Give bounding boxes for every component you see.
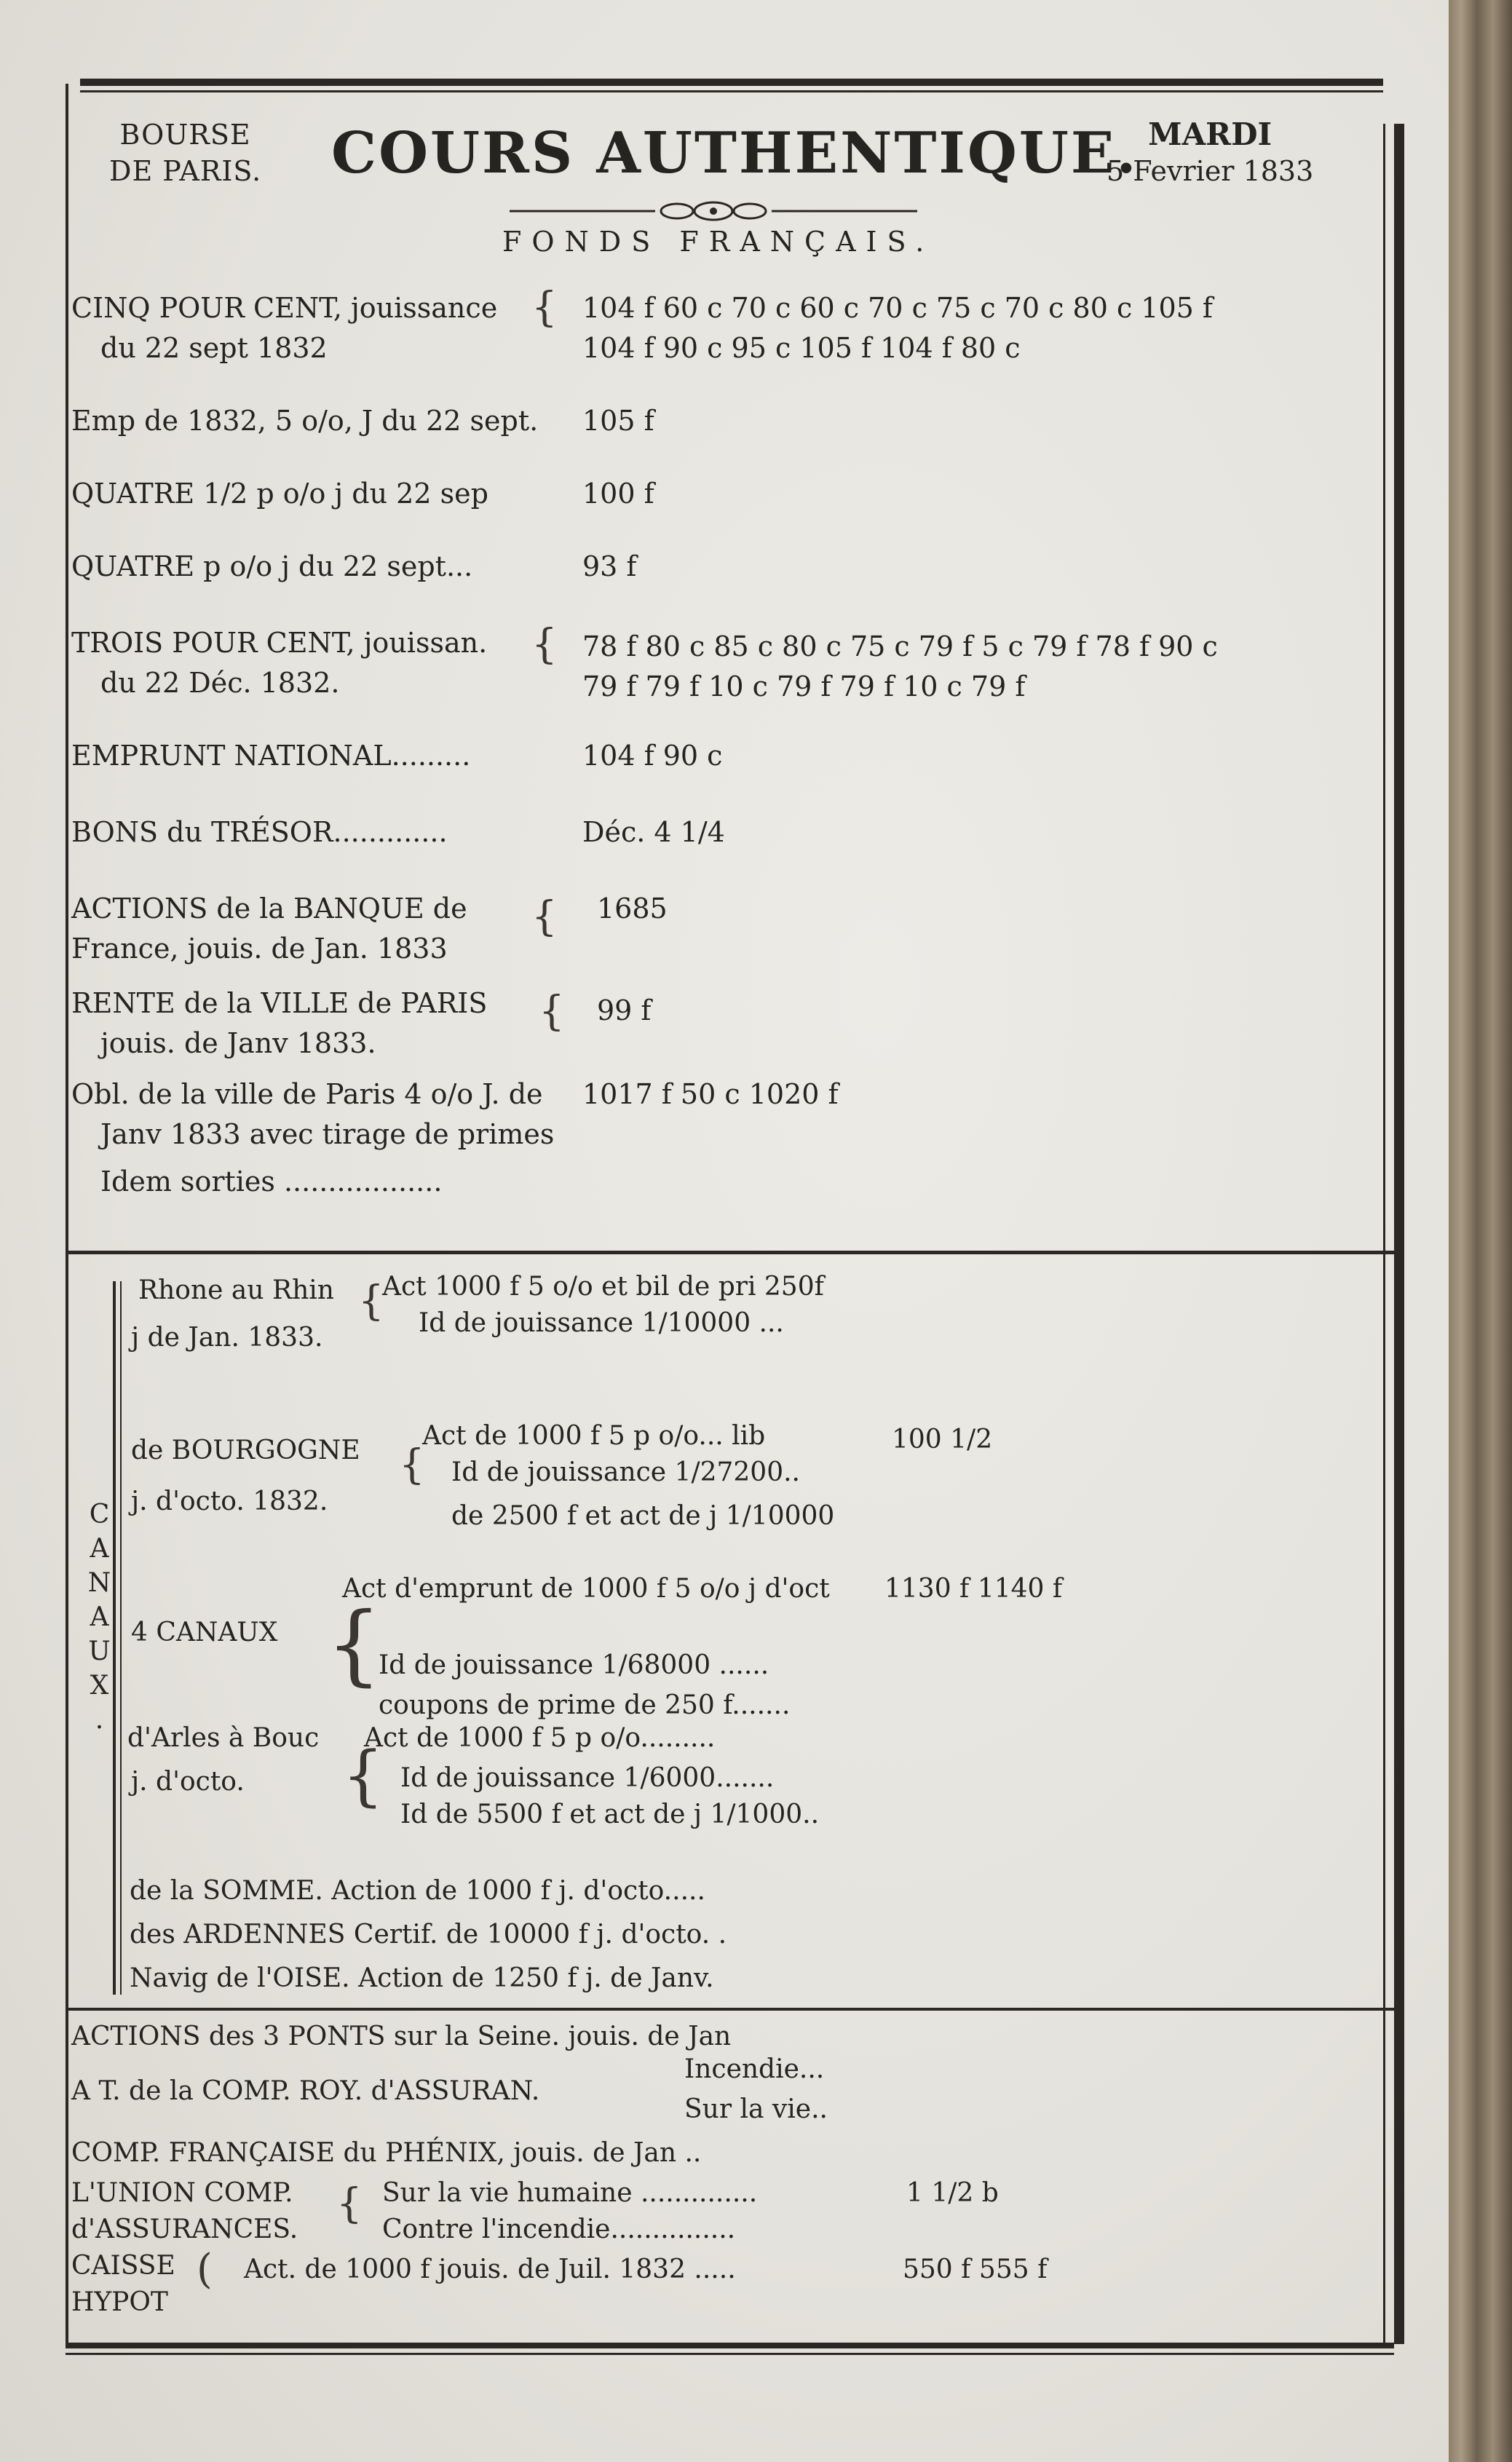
actions-caisse-r: Act. de 1000 f jouis. de Juil. 1832 ..... bbox=[244, 2255, 736, 2284]
brace: { bbox=[336, 2180, 363, 2228]
actions-assurance-label: A T. de la COMP. ROY. d'ASSURAN. bbox=[71, 2076, 540, 2106]
canal-quatre-label: 4 CANAUX bbox=[131, 1618, 278, 1647]
fonds-row-banque-label1: ACTIONS de la BANQUE de bbox=[71, 892, 467, 925]
fonds-row-quatre-label: QUATRE p o/o j du 22 sept... bbox=[71, 550, 473, 582]
fonds-row-obl-label1: Obl. de la ville de Paris 4 o/o J. de bbox=[71, 1078, 543, 1110]
canaux-vertical-label: CANAUX. bbox=[84, 1500, 114, 1739]
canal-somme: de la SOMME. Action de 1000 f j. d'octo..... bbox=[130, 1876, 705, 1906]
canal-arles-r3: Id de 5500 f et act de j 1/1000.. bbox=[400, 1800, 820, 1829]
canal-bourgogne-r3: de 2500 f et act de j 1/10000 bbox=[451, 1501, 835, 1531]
canal-bourgogne-label1: de BOURGOGNE bbox=[131, 1436, 360, 1465]
fonds-row-quatre-demi-label: QUATRE 1/2 p o/o j du 22 sep bbox=[71, 478, 488, 510]
fonds-row-emprunt-label: EMPRUNT NATIONAL......... bbox=[71, 740, 471, 772]
canal-bourgogne-r2: Id de jouissance 1/27200.. bbox=[451, 1457, 800, 1487]
canal-quatre-val: 1130 f 1140 f bbox=[884, 1574, 1063, 1604]
canal-arles-r1: Act de 1000 f 5 p o/o......... bbox=[364, 1723, 716, 1753]
canal-bourgogne-val: 100 1/2 bbox=[892, 1425, 993, 1454]
actions-union-label2: d'ASSURANCES. bbox=[71, 2214, 298, 2244]
frame-right-rule-thin bbox=[1383, 124, 1385, 2344]
fonds-row-trois-val1: 78 f 80 c 85 c 80 c 75 c 79 f 5 c 79 f 78 f 90 c bbox=[582, 630, 1218, 662]
brace: { bbox=[531, 621, 558, 668]
brace: { bbox=[531, 284, 558, 331]
brace: { bbox=[358, 1278, 384, 1325]
actions-phenix: COMP. FRANÇAISE du PHÉNIX, jouis. de Jan .. bbox=[71, 2138, 702, 2168]
actions-caisse-label2: HYPOT bbox=[71, 2287, 168, 2317]
fonds-row-bons-label: BONS du TRÉSOR............. bbox=[71, 816, 448, 848]
frame-right-rule bbox=[1394, 124, 1404, 2344]
actions-union-val: 1 1/2 b bbox=[906, 2178, 999, 2208]
canal-rhone-r1: Act 1000 f 5 o/o et bil de pri 250f bbox=[382, 1272, 824, 1302]
fonds-row-bons-val: Déc. 4 1/4 bbox=[582, 816, 725, 848]
fonds-row-trois-label2: du 22 Déc. 1832. bbox=[100, 667, 340, 699]
exchange-line2: DE PARIS. bbox=[109, 155, 262, 187]
canal-bourgogne-r1: Act de 1000 f 5 p o/o... lib bbox=[422, 1421, 766, 1451]
fonds-row-emp-val: 105 f bbox=[582, 405, 654, 437]
fonds-row-obl-label2: Janv 1833 avec tirage de primes bbox=[100, 1118, 555, 1150]
fonds-row-quatre-val: 93 f bbox=[582, 550, 637, 582]
section-title-fonds: FONDS FRANÇAIS. bbox=[502, 226, 935, 258]
canal-arles-label2: j. d'octo. bbox=[131, 1767, 245, 1797]
canal-quatre-r3: coupons de prime de 250 f....... bbox=[379, 1690, 791, 1720]
brace: { bbox=[342, 1738, 384, 1814]
frame-top-rule bbox=[80, 79, 1383, 86]
fonds-row-rente-val: 99 f bbox=[597, 994, 652, 1026]
actions-union-r2: Contre l'incendie............... bbox=[382, 2214, 736, 2244]
fonds-row-cinq-label2: du 22 sept 1832 bbox=[100, 332, 328, 364]
canal-arles-label1: d'Arles à Bouc bbox=[127, 1723, 320, 1753]
canal-quatre-r1: Act d'emprunt de 1000 f 5 o/o j d'oct bbox=[342, 1574, 830, 1604]
canal-rhone-label2: j de Jan. 1833. bbox=[131, 1323, 323, 1353]
brace: ( bbox=[197, 2246, 213, 2293]
actions-union-r1: Sur la vie humaine .............. bbox=[382, 2178, 758, 2208]
exchange-line1: BOURSE bbox=[119, 119, 251, 151]
issue-day: MARDI bbox=[1148, 116, 1272, 152]
canal-quatre-r2: Id de jouissance 1/68000 ...... bbox=[379, 1650, 769, 1680]
fonds-row-cinq-val1: 104 f 60 c 70 c 60 c 70 c 75 c 70 c 80 c 105 f bbox=[582, 292, 1213, 324]
actions-assurance-r2: Sur la vie.. bbox=[684, 2094, 828, 2124]
fonds-row-cinq-val2: 104 f 90 c 95 c 105 f 104 f 80 c bbox=[582, 332, 1021, 364]
canal-bourgogne-label2: j. d'octo. 1832. bbox=[131, 1487, 328, 1516]
fonds-row-banque-val: 1685 bbox=[597, 892, 668, 925]
canal-oise: Navig de l'OISE. Action de 1250 f j. de Janv. bbox=[130, 1963, 714, 1993]
frame-top-rule-thin bbox=[80, 90, 1383, 92]
issue-date-text: 5 Fevrier 1833 bbox=[1107, 155, 1314, 187]
fonds-row-rente-label2: jouis. de Janv 1833. bbox=[100, 1027, 376, 1059]
fonds-row-cinq-label1: CINQ POUR CENT, jouissance bbox=[71, 292, 498, 324]
frame-left-rule bbox=[66, 84, 68, 2344]
fonds-row-obl-val: 1017 f 50 c 1020 f bbox=[582, 1078, 839, 1110]
frame-bottom-rule-thin bbox=[66, 2353, 1394, 2355]
brace: { bbox=[326, 1594, 382, 1695]
brace: { bbox=[399, 1441, 425, 1489]
fonds-row-trois-val2: 79 f 79 f 10 c 79 f 79 f 10 c 79 f bbox=[582, 670, 1026, 702]
fonds-row-emp-label: Emp de 1832, 5 o/o, J du 22 sept. bbox=[71, 405, 539, 437]
page-title: COURS AUTHENTIQUE. bbox=[331, 120, 1139, 186]
ornament-divider bbox=[510, 197, 917, 226]
fonds-row-quatre-demi-val: 100 f bbox=[582, 478, 654, 510]
actions-assurance-r1: Incendie... bbox=[684, 2054, 825, 2084]
canaux-left-rule-2 bbox=[120, 1281, 122, 1995]
fonds-row-rente-label1: RENTE de la VILLE de PARIS bbox=[71, 987, 488, 1019]
fonds-row-banque-label2: France, jouis. de Jan. 1833 bbox=[71, 933, 448, 965]
section-divider-canaux bbox=[68, 1251, 1394, 1254]
canal-arles-r2: Id de jouissance 1/6000....... bbox=[400, 1763, 775, 1793]
fonds-row-trois-label1: TROIS POUR CENT, jouissan. bbox=[71, 627, 488, 659]
brace: { bbox=[539, 988, 565, 1035]
frame-bottom-rule bbox=[66, 2343, 1394, 2348]
canal-rhone-r2: Id de jouissance 1/10000 ... bbox=[419, 1308, 784, 1338]
actions-ponts: ACTIONS des 3 PONTS sur la Seine. jouis. de Jan bbox=[71, 2022, 732, 2051]
actions-caisse-val: 550 f 555 f bbox=[903, 2255, 1048, 2284]
fonds-row-emprunt-val: 104 f 90 c bbox=[582, 740, 723, 772]
fonds-row-obl-label3: Idem sorties .................. bbox=[100, 1165, 443, 1198]
book-binding bbox=[1449, 0, 1512, 2462]
exchange-name bbox=[109, 116, 261, 189]
issue-date bbox=[1107, 116, 1313, 189]
brace: { bbox=[531, 893, 558, 941]
canal-rhone-label1: Rhone au Rhin bbox=[138, 1275, 334, 1305]
canal-ardennes: des ARDENNES Certif. de 10000 f j. d'octo. . bbox=[130, 1920, 727, 1950]
actions-caisse-label1: CAISSE bbox=[71, 2251, 175, 2281]
section-divider-actions bbox=[68, 2008, 1394, 2011]
actions-union-label1: L'UNION COMP. bbox=[71, 2178, 293, 2208]
